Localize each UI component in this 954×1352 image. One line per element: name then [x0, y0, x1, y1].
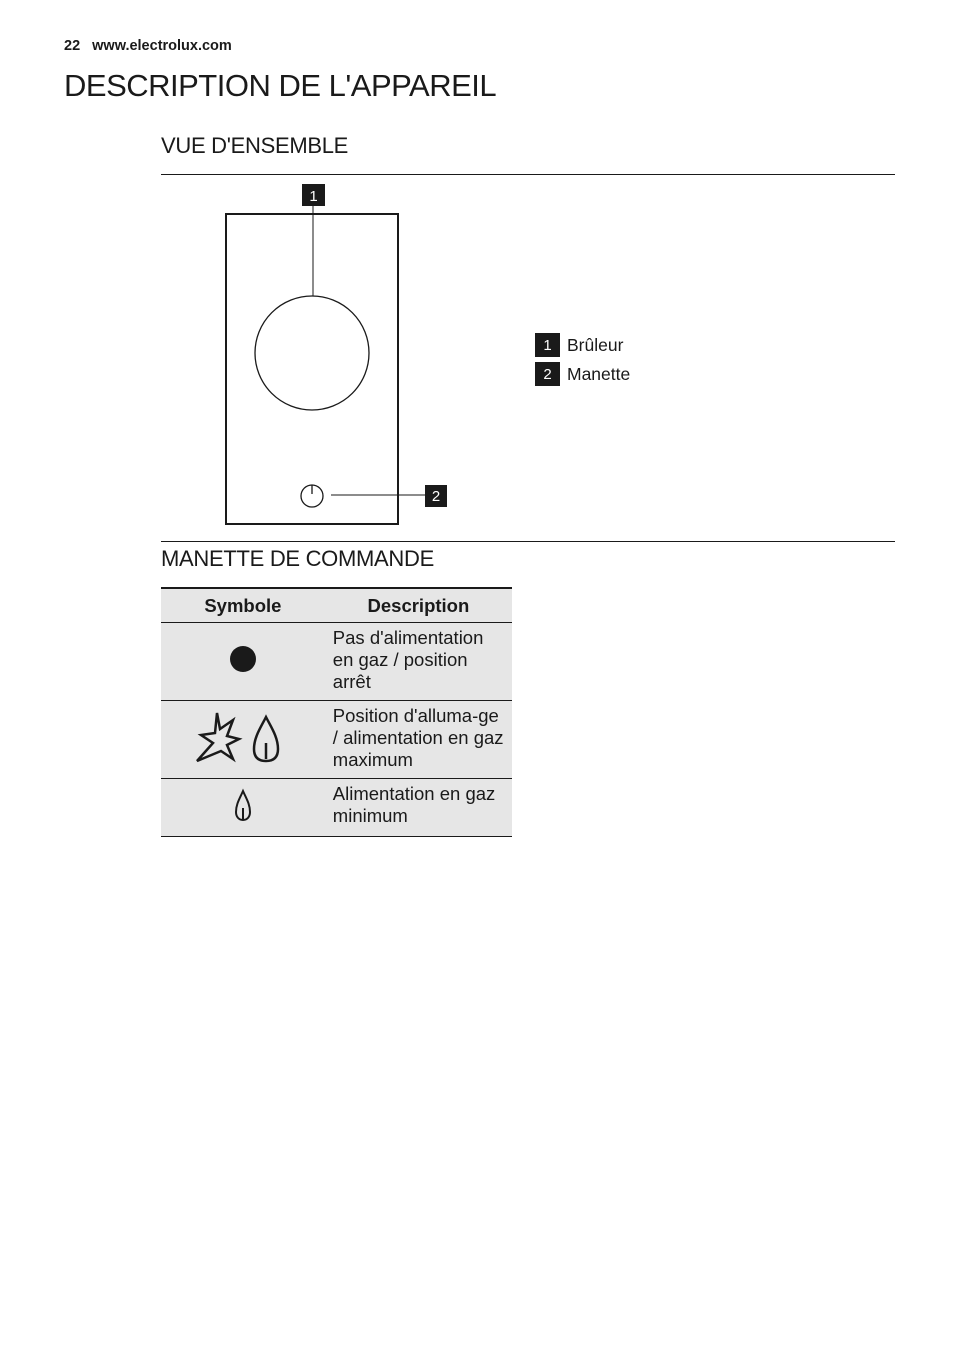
- appliance-diagram: [190, 180, 470, 535]
- page-title: DESCRIPTION DE L'APPAREIL: [64, 68, 497, 103]
- burner-shape: [255, 296, 369, 410]
- spark-and-large-flame-icon: [193, 709, 293, 765]
- page-header: [64, 38, 232, 54]
- description-cell: Position d'alluma-ge / alimentation en gaz maximum: [325, 701, 512, 779]
- symbol-cell: [161, 701, 325, 779]
- table-row: [161, 779, 512, 837]
- filled-circle-icon: [228, 644, 258, 674]
- overview-heading: VUE D'ENSEMBLE: [161, 133, 349, 158]
- legend: [535, 330, 630, 388]
- overview-divider: [161, 174, 895, 175]
- column-header-symbol: Symbole: [161, 588, 325, 623]
- callout-2-number: 2: [431, 488, 441, 505]
- symbol-cell: [161, 779, 325, 837]
- symbol-cell: [161, 623, 325, 701]
- hob-outline: [226, 214, 398, 524]
- spark-icon: [197, 713, 239, 761]
- legend-label: Brûleur: [567, 334, 624, 355]
- control-divider: [161, 541, 895, 542]
- table-row: [161, 701, 512, 779]
- legend-item: [535, 359, 630, 388]
- legend-label: Manette: [567, 363, 631, 384]
- hob-drawing: [190, 180, 470, 535]
- website-link[interactable]: www.electrolux.com: [92, 38, 232, 54]
- description-cell: Alimentation en gaz minimum: [325, 779, 512, 837]
- legend-number-badge: 2: [535, 362, 560, 386]
- page-number: 22: [64, 38, 81, 54]
- control-heading: MANETTE DE COMMANDE: [161, 546, 434, 571]
- legend-item: [535, 330, 630, 359]
- table-row: [161, 623, 512, 701]
- control-symbol-table: [161, 587, 512, 837]
- legend-number-badge: 1: [535, 333, 560, 357]
- table-header-row: [161, 588, 512, 623]
- callout-1-number: 1: [309, 188, 318, 205]
- small-flame-icon: [232, 788, 254, 822]
- column-header-description: Description: [325, 588, 512, 623]
- description-cell: Pas d'alimentation en gaz / position arrêt: [325, 623, 512, 701]
